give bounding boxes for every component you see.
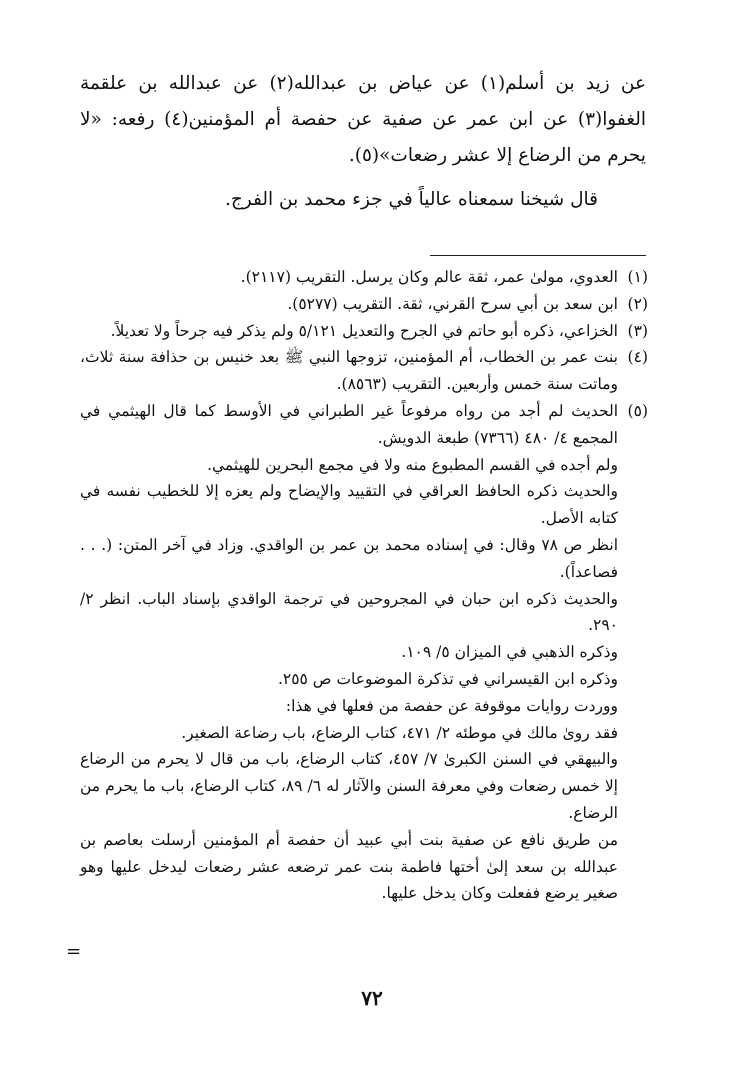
footnote-number: (٥) [627,401,648,420]
footnotes [80,264,648,907]
footnote-paragraph: ولم أجده في القسم المطبوع منه ولا في مجمع البحرين للهيثمي. [207,455,618,474]
footnote-text: ابن سعد بن أبي سرح القرني، ثقة. التقريب (٥٢٧٧). [287,294,618,313]
main-text [80,66,646,218]
main-paragraph: عن زيد بن أسلم(١) عن عياض بن عبدالله(٢) عن عبدالله بن علقمة الغفوا(٣) عن ابن عمر عن صفية عن حفصة أم المؤمنين(٤) رفعه: «لا يحرم من الرضاع إلا عشر رضعات»(٥). [80,73,646,166]
footnote [80,398,648,452]
page-number: ٧٢ [361,986,383,1010]
main-paragraph: قال شيخنا سمعناه عالياً في جزء محمد بن الفرج. [224,189,598,210]
footnote-number: (٣) [627,321,648,340]
continuation-mark: = [66,941,82,962]
footnote-paragraph: والحديث ذكره ابن حبان في المجروحين في ترجمة الواقدي بإسناد الباب. انظر ٢/ ٢٩٠. [80,589,618,635]
footnote [80,291,648,318]
footnote-number: (١) [627,268,648,286]
footnote-paragraph: والبيهقي في السنن الكبرىٰ ٧/ ٤٥٧، كتاب الرضاع، باب من قال لا يحرم من الرضاع إلا خمس رضعات وفي معرفة السنن والآثار له ٦/ ٨٩، كتاب الرضاع، باب ما يحرم من الرضاع. [80,750,618,822]
footnote [80,318,648,345]
footnote-paragraph: ووردت روايات موقوفة عن حفصة من فعلها في هذا: [285,696,618,715]
footnote [80,264,648,291]
footnote-paragraph: من طريق نافع عن صفية بنت أبي عبيد أن حفصة أم المؤمنين أرسلت بعاصم بن عبدالله بن سعد إلىٰ أختها فاطمة بنت عمر ترضعه عشر رضعات ليدخل عليها وهو صغير يرضع ففعلت وكان يدخل عليها. [80,830,618,903]
footnote-paragraph: والحديث ذكره الحافظ العراقي في التقييد والإيضاح ولم يعزه إلا للخطيب نفسه في كتابه الأصل. [80,482,618,528]
footnote-paragraph: انظر ص ٧٨ وقال: في إسناده محمد بن عمر بن الواقدي. وزاد في آخر المتن: (. . . فصاعداً). [80,535,618,581]
footnote-paragraph: وذكره ابن القيسراني في تذكرة الموضوعات ص ٢٥٥. [277,669,618,688]
footnote-continuation [80,452,648,908]
footnote-text: العدوي، مولىٰ عمر، ثقة عالم وكان يرسل. التقريب (٢١١٧). [240,268,618,286]
footnote-number: (٤) [627,348,648,367]
footnote-divider [430,255,646,256]
footnote-paragraph: فقد روىٰ مالك في موطئه ٢/ ٤٧١، كتاب الرضاع، باب رضاعة الصغير. [181,723,618,742]
footnote [80,344,648,398]
footnote-text: الخزاعي، ذكره أبو حاتم في الجرح والتعديل ٥/١٢١ ولم يذكر فيه جرحاً ولا تعديلاً. [110,321,618,340]
footnote-number: (٢) [627,294,648,313]
footnote-text: الحديث لم أجد من رواه مرفوعاً غير الطبراني في الأوسط كما قال الهيثمي في المجمع ٤/ ٤٨٠ (٧٣٦٦) طبعة الدويش. [80,401,618,447]
footnote-text: بنت عمر بن الخطاب، أم المؤمنين، تزوجها النبي ﷺ بعد خنيس بن حذافة سنة ثلاث، وماتت سنة خمس وأربعين. التقريب (٨٥٦٣). [80,348,618,394]
footnote-paragraph: وذكره الذهبي في الميزان ٥/ ١٠٩. [401,643,618,662]
